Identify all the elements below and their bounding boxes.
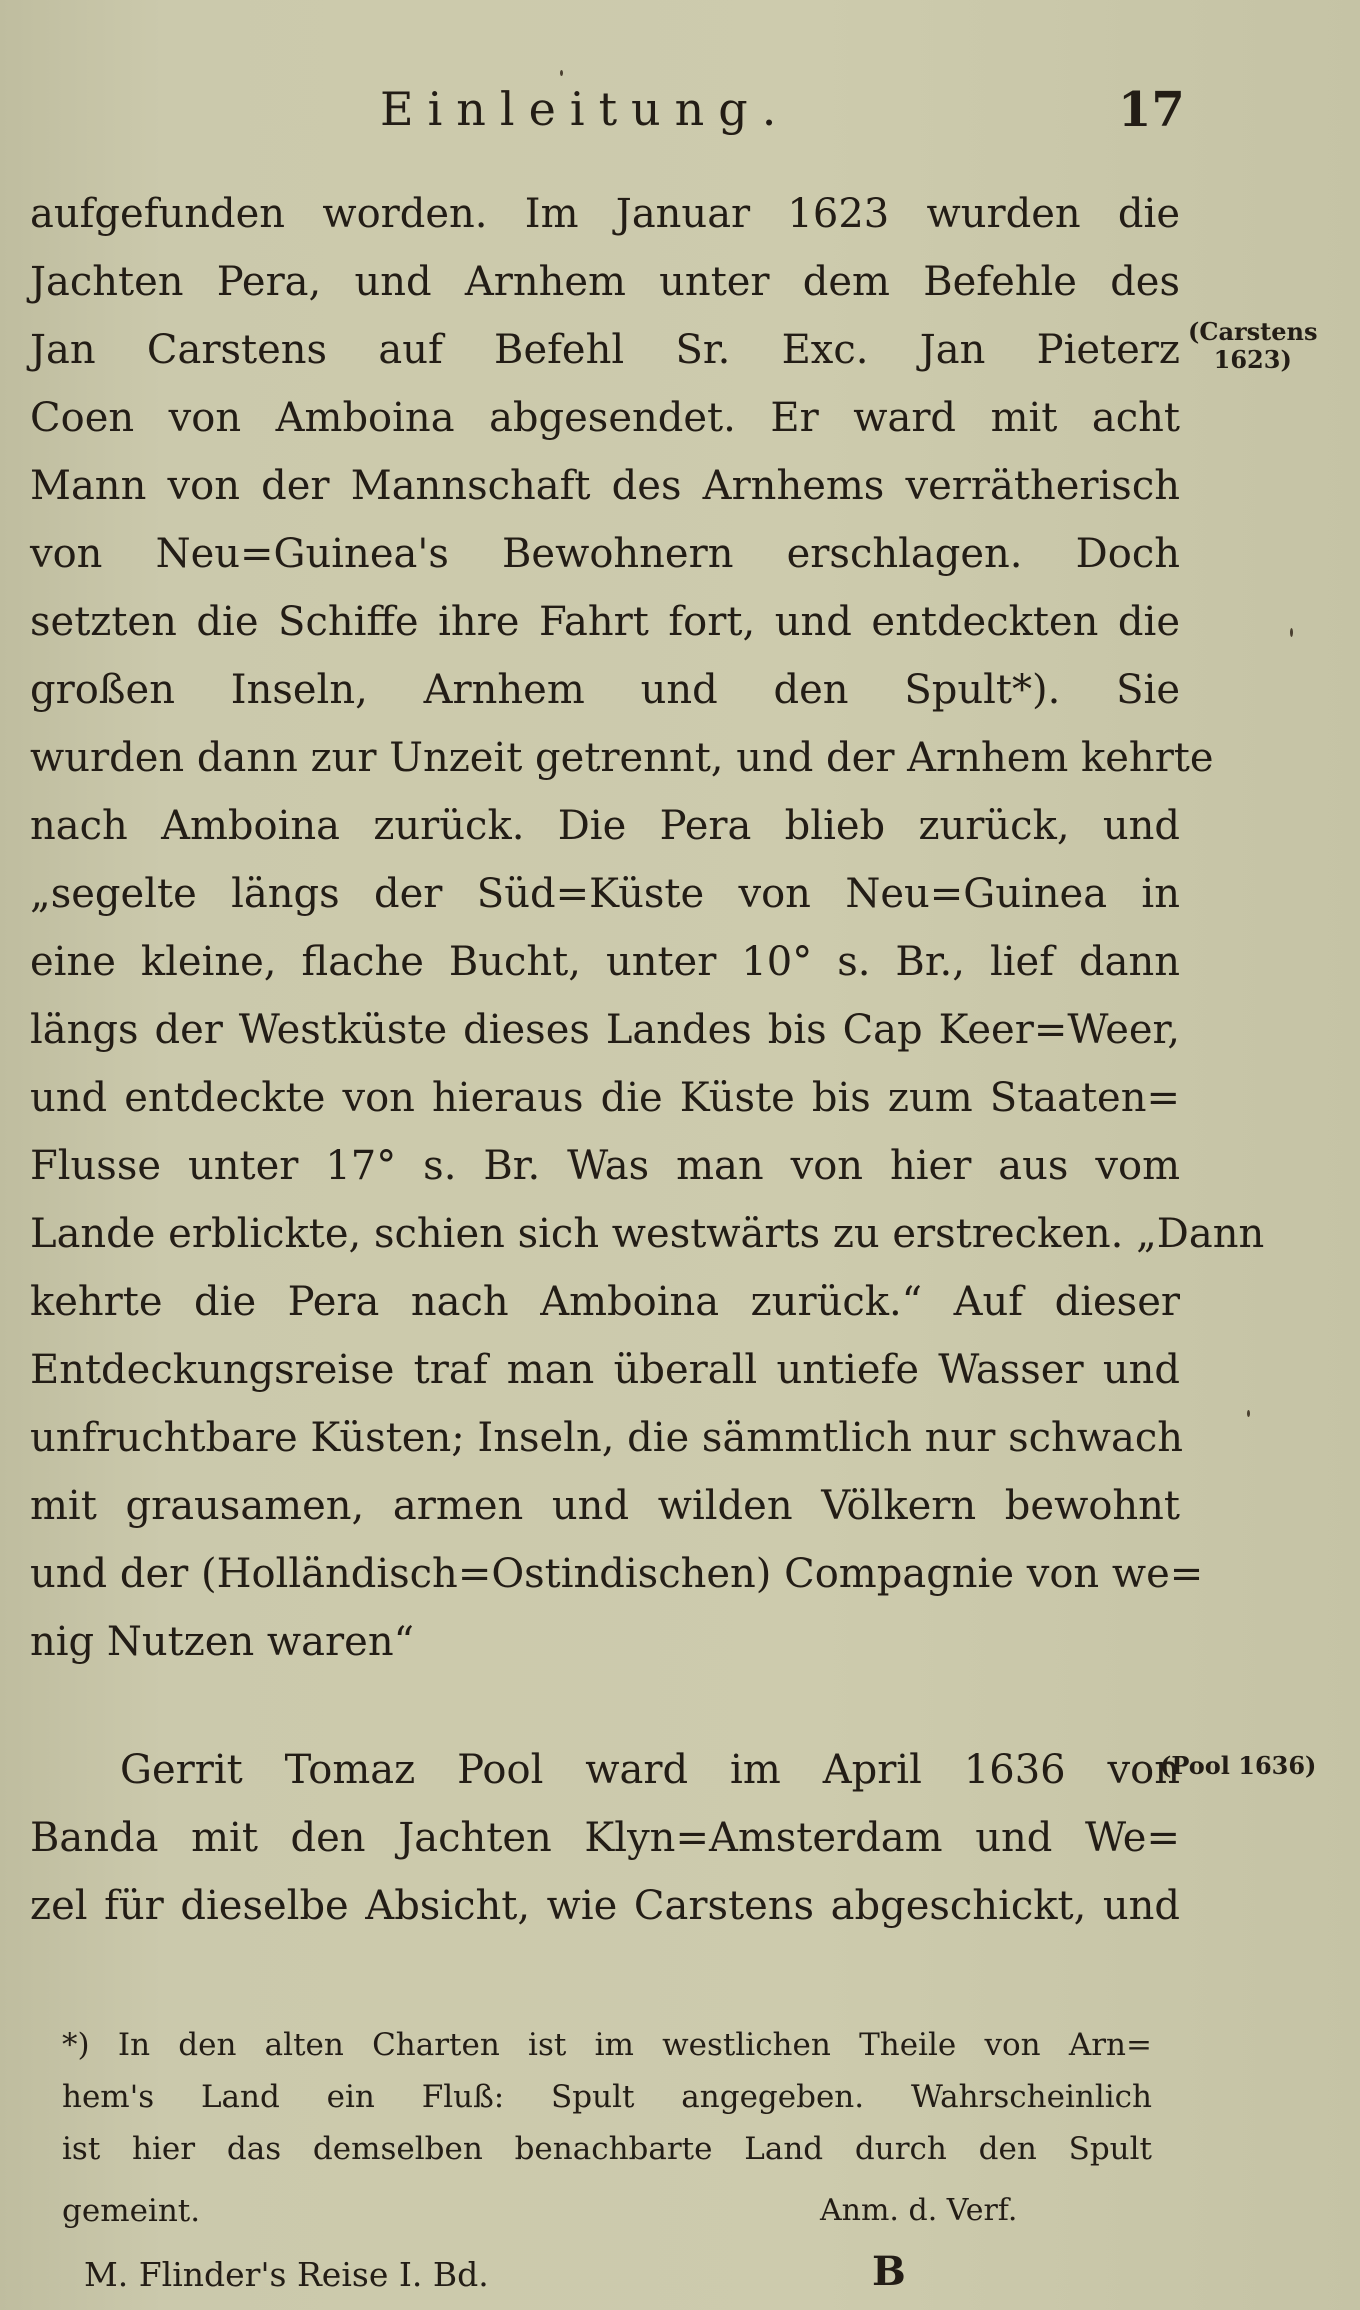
footnote-attribution: Anm. d. Verf. bbox=[820, 2193, 1018, 2228]
text-line: Lande erblickte, schien sich westwärts zu erstrecken. „Dann bbox=[30, 1211, 1265, 1257]
text-line: Coen von Amboina abgesendet. Er ward mit acht bbox=[30, 395, 1180, 441]
text-line: und der (Holländisch=Ostindischen) Compagnie von we= bbox=[30, 1551, 1204, 1597]
text-line: Banda mit den Jachten Klyn=Amsterdam und We= bbox=[30, 1815, 1180, 1861]
text-line: nig Nutzen waren“ bbox=[30, 1619, 415, 1665]
running-head bbox=[0, 82, 1360, 142]
footnote-line: gemeint. bbox=[62, 2193, 201, 2229]
text-line: wurden dann zur Unzeit getrennt, und der Arnhem kehrte bbox=[30, 735, 1214, 781]
page-number: 17 bbox=[1118, 82, 1185, 138]
text-line: Mann von der Mannschaft des Arnhems verrätherisch bbox=[30, 463, 1180, 509]
text-line-indented: Gerrit Tomaz Pool ward im April 1636 von bbox=[120, 1747, 1180, 1793]
text-line: Entdeckungsreise traf man überall untiefe Wasser und bbox=[30, 1347, 1180, 1393]
text-line: aufgefunden worden. Im Januar 1623 wurden die bbox=[30, 191, 1180, 237]
text-line: Flusse unter 17° s. Br. Was man von hier aus vom bbox=[30, 1143, 1180, 1189]
margin-note-pool: (Pool 1636) bbox=[1160, 1751, 1317, 1780]
text-line: zel für dieselbe Absicht, wie Carstens abgeschickt, und bbox=[30, 1883, 1180, 1929]
paper-speck bbox=[560, 70, 563, 76]
text-line: Jan Carstens auf Befehl Sr. Exc. Jan Pieterz bbox=[30, 327, 1180, 373]
text-line: kehrte die Pera nach Amboina zurück.“ Auf dieser bbox=[30, 1279, 1180, 1325]
text-line: nach Amboina zurück. Die Pera blieb zurück, und bbox=[30, 803, 1180, 849]
running-head-title: Einleitung. bbox=[380, 82, 791, 136]
text-line: mit grausamen, armen und wilden Völkern bewohnt bbox=[30, 1483, 1180, 1529]
signature-line: M. Flinder's Reise I. Bd. bbox=[84, 2255, 489, 2294]
text-line: setzten die Schiffe ihre Fahrt fort, und entdeckten die bbox=[30, 599, 1180, 645]
margin-note-line: (Carstens bbox=[1188, 317, 1318, 346]
margin-note-carstens bbox=[1188, 318, 1317, 374]
text-line: von Neu=Guinea's Bewohnern erschlagen. Doch bbox=[30, 531, 1180, 577]
text-line: und entdeckte von hieraus die Küste bis zum Staaten= bbox=[30, 1075, 1180, 1121]
text-line: unfruchtbare Küsten; Inseln, die sämmtlich nur schwach bbox=[30, 1415, 1184, 1461]
paper-speck bbox=[1290, 628, 1293, 637]
text-line: „segelte längs der Süd=Küste von Neu=Guinea in bbox=[30, 871, 1180, 917]
footnote-line: ist hier das demselben benachbarte Land durch den Spult bbox=[62, 2131, 1152, 2167]
signature-mark: B bbox=[872, 2248, 906, 2295]
paper-speck bbox=[1247, 1410, 1250, 1417]
text-line: längs der Westküste dieses Landes bis Cap Keer=Weer, bbox=[30, 1007, 1180, 1053]
footnote-line: *) In den alten Charten ist im westlichen Theile von Arn= bbox=[62, 2027, 1152, 2063]
text-line: Jachten Pera, und Arnhem unter dem Befehle des bbox=[30, 259, 1180, 305]
footnote-line: hem's Land ein Fluß: Spult angegeben. Wahrscheinlich bbox=[62, 2079, 1152, 2115]
margin-note-line: 1623) bbox=[1213, 345, 1292, 374]
text-line: eine kleine, flache Bucht, unter 10° s. Br., lief dann bbox=[30, 939, 1180, 985]
text-line: großen Inseln, Arnhem und den Spult*). Sie bbox=[30, 667, 1180, 713]
